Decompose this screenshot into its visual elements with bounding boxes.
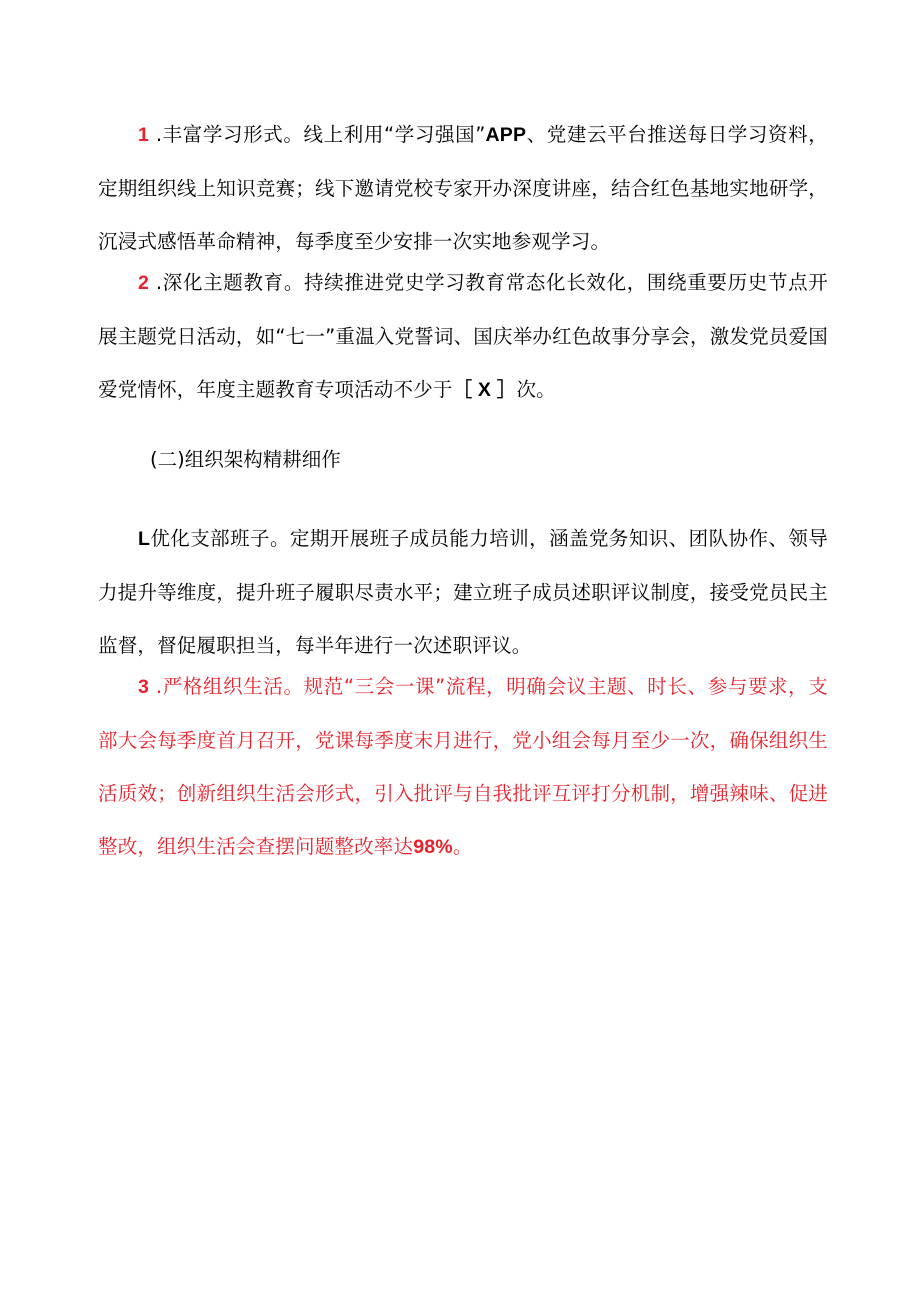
paragraph-1-bold: APP — [485, 124, 527, 146]
paragraph-3 — [98, 512, 828, 672]
section-heading: (二)组织架构精耕细作 — [150, 448, 341, 471]
paragraph-number-2: 2 — [138, 272, 150, 294]
paragraph-4 — [98, 660, 828, 874]
paragraph-3-lead: L — [138, 528, 151, 550]
paragraph-2-bold: ［ X ］ — [452, 379, 517, 401]
paragraph-1 — [98, 108, 828, 268]
paragraph-2-text-before: .深化主题教育。持续推进党史学习教育常态化长效化，围绕重要历史节点开展主题党日活动，如“七一”重温入党誓词、国庆举办红色故事分享会，激发党员爱国爱党情怀，年度主题教育专项活动不少于 — [98, 271, 828, 401]
paragraph-4-bold: 98% — [413, 836, 453, 858]
paragraph-2 — [98, 256, 828, 417]
paragraph-number-1: 1 — [138, 124, 150, 146]
paragraph-4-text-after: 。 — [452, 835, 473, 858]
paragraph-1-text-before: .丰富学习形式。线上利用“学习强国” — [149, 123, 486, 146]
paragraph-2-text-after: 次。 — [516, 378, 556, 401]
paragraph-number-3: 3 — [138, 676, 150, 698]
paragraph-4-text-before: .严格组织生活。规范“三会一课”流程，明确会议主题、时长、参与要求，支部大会每季度首月召开，党课每季度末月进行，党小组会每月至少一次，确保组织生活质效；创新组织生活会形式，引入批评与自我批评互评打分机制，增强辣味、促进整改，组织生活会查摆问题整改率达 — [98, 675, 828, 858]
paragraph-1-text-after: 、党建云平台推送每日学习资料，定期组织线上知识竞赛；线下邀请党校专家开办深度讲座，结合红色基地实地研学，沉浸式感悟革命精神，每季度至少安排一次实地参观学习。 — [98, 123, 828, 253]
paragraph-3-text: 优化支部班子。定期开展班子成员能力培训，涵盖党务知识、团队协作、领导力提升等维度，提升班子履职尽责水平；建立班子成员述职评议制度，接受党员民主监督，督促履职担当，每半年进行一次述职评议。 — [98, 527, 828, 657]
